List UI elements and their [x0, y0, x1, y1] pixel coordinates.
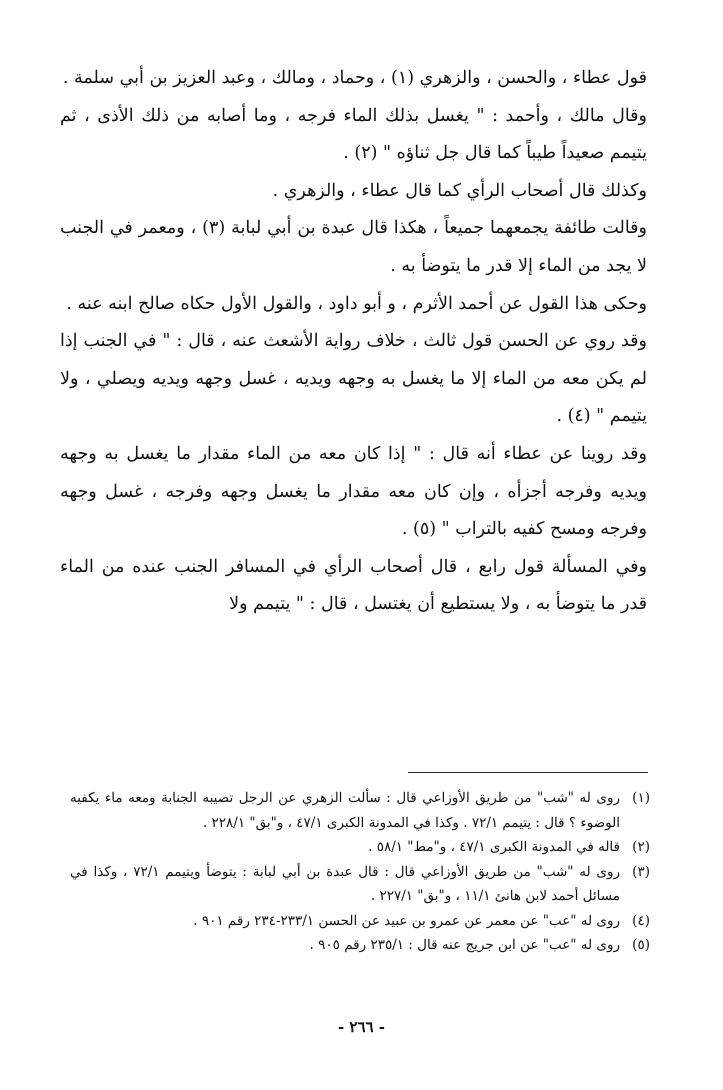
footnote-text: روى له "عب" عن معمر عن عمرو بن عبيد عن الحسن ٢٣٣/١-٢٣٤ رقم ٩٠١ .	[193, 912, 620, 929]
footnote-number: (٥)	[632, 937, 650, 953]
footnote-number: (١)	[632, 790, 650, 806]
paragraph-2: وقال مالك ، وأحمد : " يغسل بذلك الماء فرجه ، وما أصابه من ذلك الأذى ، ثم يتيمم صعيداً طيباً كما قال جل ثناؤه " (٢) .	[60, 105, 647, 164]
paragraph-4: وقالت طائفة يجمعهما جميعاً ، هكذا قال عبدة بن أبي لبابة (٣) ، ومعمر في الجنب لا يجد من الماء إلا قدر ما يتوضأ به .	[60, 218, 647, 276]
paragraph-3: وكذلك قال أصحاب الرأي كما قال عطاء ، والزهري .	[272, 180, 647, 201]
footnote	[70, 835, 650, 860]
footnotes	[70, 786, 650, 958]
paragraph-6: وقد روي عن الحسن قول ثالث ، خلاف رواية الأشعث عنه ، قال : " في الجنب إذا لم يكن معه من الماء إلا ما يغسل به وجهه ويديه ، غسل وجهه ويديه ويصلي ، ولا يتيمم " (٤) .	[60, 331, 647, 427]
footnote-text: روى له "شب" من طريق الأوزاعي قال : سألت الزهري عن الرجل تصيبه الجنابة ومعه ماء يكفيه الوضوء ؟ قال : يتيمم ٧٢/١ . وكذا في المدونة الكبرى ٤٧/١ ، و"بق" ٢٢٨/١ .	[70, 790, 620, 831]
footnote-number: (٢)	[632, 839, 650, 855]
paragraph-1: قول عطاء ، والحسن ، والزهري (١) ، وحماد ، ومالك ، وعبد العزيز بن أبي سلمة .	[62, 68, 647, 88]
footnote	[70, 786, 650, 835]
footnote	[70, 860, 650, 909]
footnote-text: روى له "عب" عن ابن جريج عنه قال : ٢٣٥/١ رقم ٩٠٥ .	[309, 937, 620, 953]
footnote-text: قاله في المدونة الكبرى ٤٧/١ ، و"مط" ٥٨/١ .	[368, 839, 620, 855]
page-number: - ٢٦٦ -	[337, 1018, 386, 1036]
footnote	[70, 933, 650, 958]
footnote-number: (٣)	[632, 863, 650, 880]
footnote-number: (٤)	[632, 912, 650, 929]
paragraph-5: وحكى هذا القول عن أحمد الأثرم ، و أبو داود ، والقول الأول حكاه صالح ابنه عنه .	[66, 293, 647, 314]
footnote	[70, 909, 650, 934]
footnote-text: روى له "شب" من طريق الأوزاعي قال : قال عبدة بن أبي لبابة : يتوضأ ويتيمم ٧٢/١ ، وكذا في مسائل أحمد لابن هانئ ١١/١ ، و"بق" ٢٢٧/١ .	[70, 863, 620, 904]
footnote-divider	[408, 772, 648, 773]
main-text	[60, 60, 647, 624]
paragraph-7: وقد روينا عن عطاء أنه قال : " إذا كان معه من الماء مقدار ما يغسل به وجهه ويديه وفرجه أجزأه ، وإن كان معه مقدار ما يغسل وجهه وفرجه ، غسل وجهه وفرجه ومسح كفيه بالتراب " (٥) .	[60, 443, 647, 540]
paragraph-8: وفي المسألة قول رابع ، قال أصحاب الرأي في المسافر الجنب عنده من الماء قدر ما يتوضأ به ، ولا يستطيع أن يغتسل ، قال : " يتيمم ولا	[60, 556, 647, 615]
